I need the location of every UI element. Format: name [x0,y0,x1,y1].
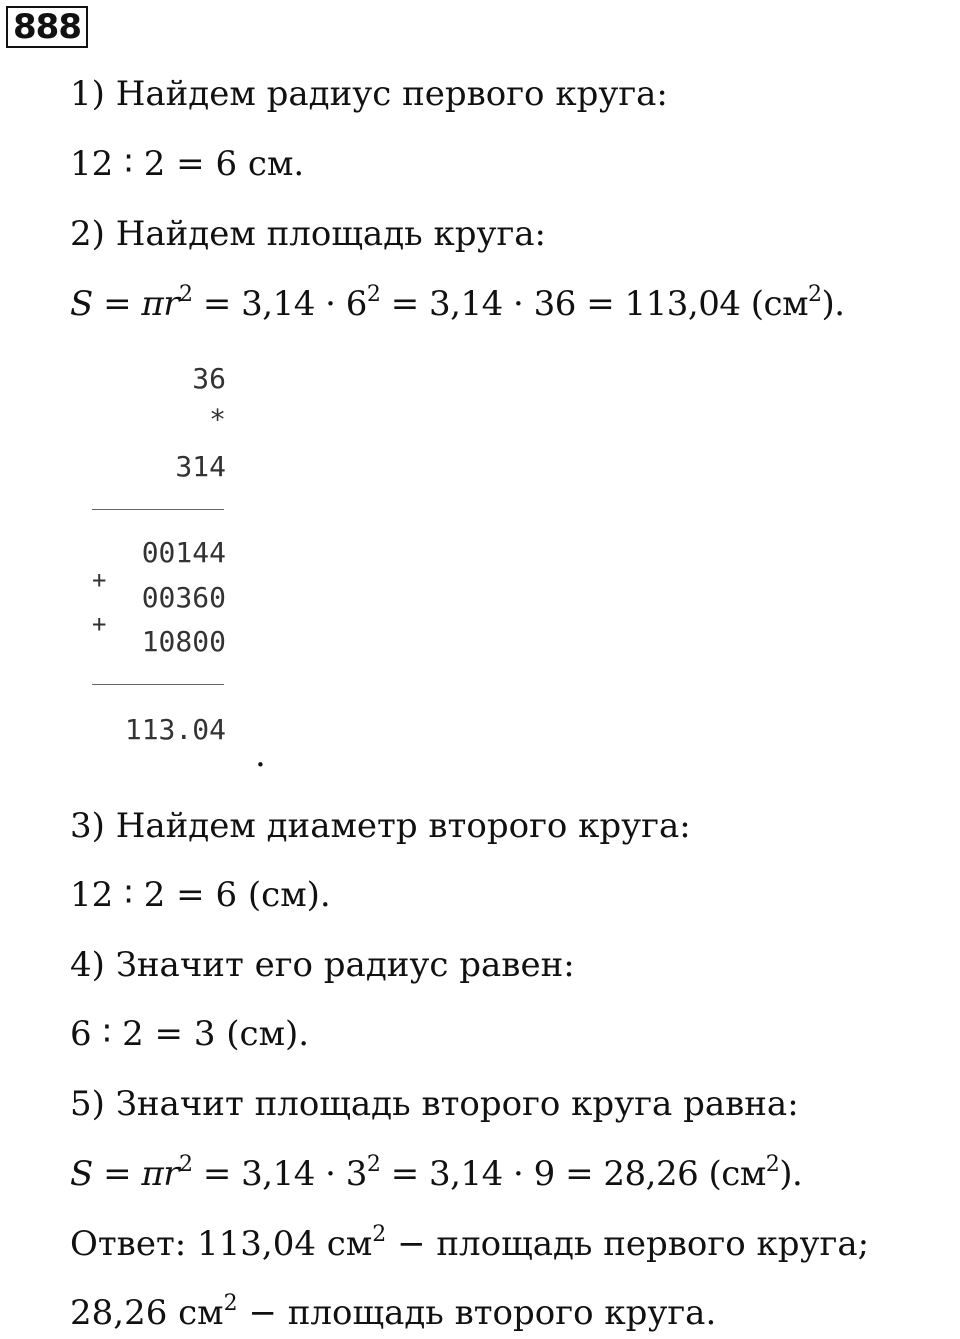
rule-bottom [92,684,224,685]
step5-formula: $S = \pi r^2 = 3,14 \cdot 3^2 = 3,14 \cdot 9 = 28,26$ $(см^2)$. [70,1152,803,1194]
step3-calc: 12 ∶ 2 = 6 (см). [70,875,331,915]
step2-text: 2) Найдем площадь круга: [70,214,547,254]
task-number: 888 [6,6,88,48]
plus-sign-1: + [92,566,107,594]
step5-text: 5) Значит площадь второго круга равна: [70,1084,799,1124]
product-result: 113.04 [124,713,226,746]
step4-calc: 6 ∶ 2 = 3 (см). [70,1014,310,1054]
partial-2: 00360 [141,581,226,614]
multiply-sign: * [209,403,226,436]
answer-line-1: Ответ: 113,04 $см^2$ − площадь первого круга; [70,1222,870,1264]
step1-text: 1) Найдем радиус первого круга: [70,74,668,114]
plus-sign-2: + [92,610,107,638]
rule-top [92,509,224,510]
partial-3: 10800 [141,625,226,658]
step3-text: 3) Найдем диаметр второго круга: [70,806,691,846]
partial-1: 00144 [141,536,226,569]
trailing-dot: . [255,735,266,775]
step2-formula: $S = \pi r^2 = 3,14 \cdot 6^2 = 3,14 \cdot 36 = 113,04$ $(см^2)$. [70,282,845,324]
answer-line-2: 28,26 $см^2$ − площадь второго круга. [70,1291,717,1333]
multiplicand: 36 [192,362,226,395]
step4-text: 4) Значит его радиус равен: [70,945,575,985]
step1-calc: 12 ∶ 2 = 6 см. [70,144,305,184]
multiplier: 314 [175,450,226,483]
